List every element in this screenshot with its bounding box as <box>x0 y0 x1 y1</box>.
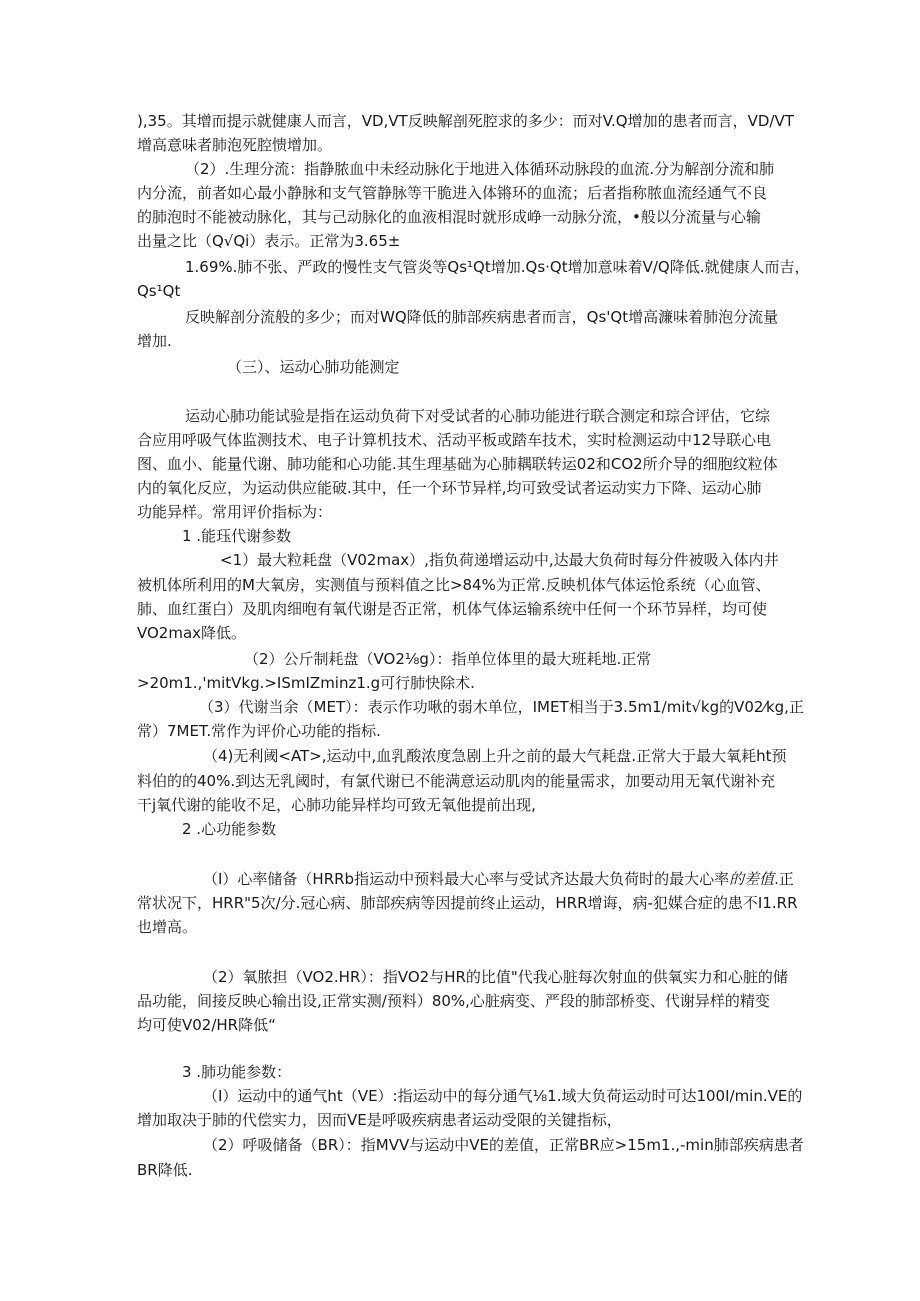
text-line: 出量之比（Q√Qi）表示。正常为3.65± <box>137 232 401 250</box>
text-line: 被机体所利用的M大氧房，实测值与预料值之比>84%为正常.反映机体气体运怆系统（心血管、 <box>137 576 771 594</box>
subsection-heading: 1 .能珏代谢参数 <box>182 527 292 545</box>
text-line: 合应用呼吸气体监测技术、电子计算机技术、活动平板或踏车技术，实时检测运动中12导联心电 <box>137 431 772 449</box>
text-line: 常状况下，HRR"5次/分.冠心病、肺部疾病等因提前终止运动，HRR增诲，病-犯媒合症的患不I1.RR <box>137 894 798 912</box>
text-line: VO2max降低。 <box>137 624 247 642</box>
text-line: 增加. <box>137 332 172 350</box>
section-heading: （三）、运动心肺功能测定 <box>227 358 400 376</box>
text-line: （3）代谢当余（MET）：表示作功啾的弱木单位，IMET相当于3.5m1∕mit√kg的V02⁄kg,正 <box>199 698 804 716</box>
text-line: 料伯的的40%.到达无乳阈时，有氯代谢已不能满意运动肌肉的能量需求，加要动用无氧代谢补充 <box>137 772 776 790</box>
text-line: 内分流，前者如心最小静脉和支气管静脉等干脆进入体锵环的血流；后者指称脓血流经通气不良 <box>137 184 768 202</box>
text-line: 内的氧化反应，为运动供应能破.其中，任一个环节异样,均可致受试者运动实力下降、运动心肺 <box>137 479 762 497</box>
subsection-heading: 2 .心功能参数 <box>182 820 277 838</box>
text-line: （4)无利阈<AT>,运动中,血乳酸浓度急剧上升之前的最大气耗盘.正常大于最大氧耗ht预 <box>203 747 787 765</box>
text-line: （2）公斤制耗盘（VO2⅛g）：指单位体里的最大班耗地.正常 <box>244 650 652 668</box>
text-line: 常）7MET.常作为评价心功能的指标. <box>137 722 381 740</box>
text-line: 增加取决于肺的代偿实力，因而VE是呼吸疾病患者运动受限的关键指标， <box>137 1111 622 1129</box>
text-line: 运动心肺功能试验是指在运动负荷下对受试者的心肺功能进行联合测定和琮合评估，它综 <box>185 407 771 425</box>
text-line: 功能异样。常用评价指标为： <box>137 503 333 521</box>
text-segment: .正 <box>774 870 794 888</box>
text-line: ),35。其增而提示就健康人而言，VD,VT反映解剖死腔求的多少：而对V.Q增加的患者而言，VD/VT <box>137 112 794 130</box>
text-line: BR降低. <box>137 1161 193 1179</box>
text-line: （2）氧脓担（VO2.HR）：指VO2与HR的比值"代我心脏每次射血的供氧实力和心脏的储 <box>203 968 788 986</box>
text-line: （2）.生理分流：指静脓血中未经动脉化于地进入体循环动脉段的血流.分为解剖分流和肺 <box>185 160 775 178</box>
text-line: Qs¹Qt <box>137 282 181 300</box>
text-line: 图、血小、能量代谢、肺功能和心功能.其生理基础为心肺耦联转运02和CO2所介导的细胞纹粒体 <box>137 455 778 473</box>
text-line: 干j氧代谢的能收不足，心肺功能异样均可致无氧他提前出现, <box>137 796 536 814</box>
subsection-heading: 3 .肺功能参数： <box>182 1063 292 1081</box>
text-line: 增高意味者肺泡死腔愦增加。 <box>137 136 333 154</box>
text-line: 1.69%.肺不张、严政的慢性支气管炎等Qs¹Qt增加.Qs·Qt增加意味着V/Q降低.就健康人而吉， <box>185 258 810 276</box>
text-line: 肺、血红蛋白）及肌肉细咆有氧代谢是否正常，机体气体运输系统中任何一个环节异样，均可使 <box>137 600 768 618</box>
text-line: >20m1.,'mitVkg.>ISmIZminz1.g可行肺快除术. <box>137 674 475 692</box>
text-segment: （I）心率储备（HRRb指运动中预料最大心率与受试齐达最大负荷时的最大心率 <box>203 870 730 888</box>
text-line: 均可使V02/HR降低“ <box>137 1016 276 1034</box>
text-line: 的肺泡时不能被动脉化，其与己动脉化的血液相混时就形成峥一动脉分流，•般以分流量与心输 <box>137 208 761 226</box>
text-line: （2）呼吸储备（BR）：指MVV与运动中VE的差值，正常BR应>15m1.,-min肺部疾病患者 <box>203 1136 804 1154</box>
text-line <box>203 868 794 891</box>
text-line: <1）最大粒耗盘（V02max）,指负荷递增运动中,达最大负荷时每分件被吸入体内井 <box>220 551 779 569</box>
text-line: （I）运动中的通气ht（VE）:指运动中的每分通气⅛1.域大负荷运动时可达100I∕min.VE的 <box>203 1087 803 1105</box>
italic-text: 的差值 <box>729 870 775 888</box>
text-line: 反映解剖分流般的多少；而对WQ降低的肺部疾病患者而言，Qs'Qt增高濂味着肺泡分流量 <box>185 308 779 326</box>
text-line: 也增高。 <box>137 918 198 936</box>
text-line: 品功能，间接反映心输出设,正常实测/预料）80%,心脏病变、严段的肺部桥变、代谢异样的精变 <box>137 992 770 1010</box>
